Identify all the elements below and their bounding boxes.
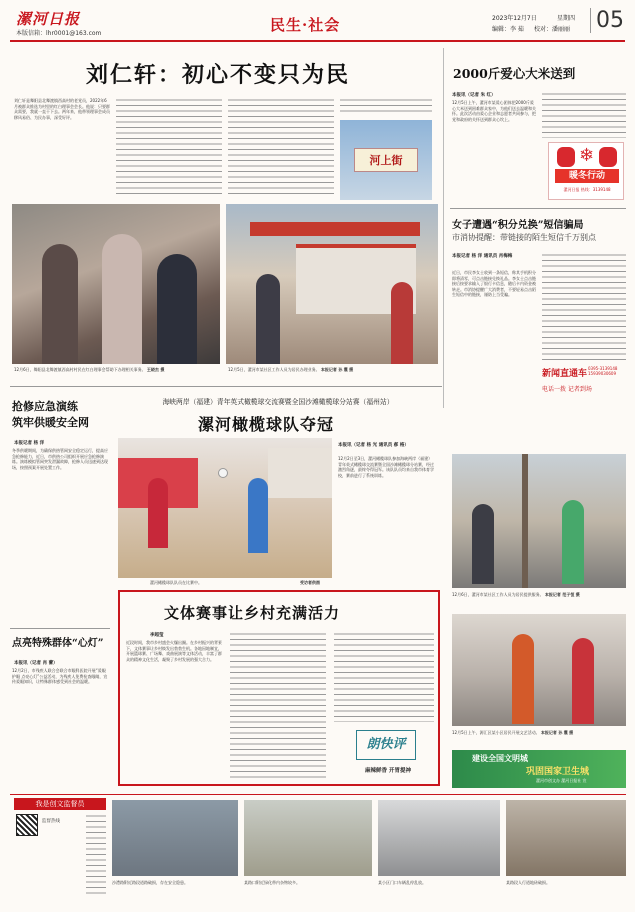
- rice-byline: 本报讯（记者 朱 红）: [452, 93, 496, 98]
- civilization-banner: [452, 750, 626, 788]
- volleyball-photo: [118, 438, 332, 578]
- glove-icon: [557, 147, 575, 167]
- issue-weekday: 星期四: [557, 15, 576, 22]
- banner-line-1: 建设全国文明城: [472, 753, 528, 763]
- sign-text: 河上街: [369, 154, 403, 167]
- sports-body: 近段时间，我市乡村盛会火爆出圈。在乡村振兴的背景下，文体赛事让乡村焕发出勃勃生机。各地因地制宜，开展篮球赛、广场舞、戏曲展演等文体活动，丰富了群众的精神文化生活，凝聚了乡村发展的强大合力。: [126, 640, 222, 780]
- river-street-sign: [354, 148, 418, 172]
- person-shape: [42, 244, 78, 364]
- snowflake-icon: ❄: [579, 145, 595, 166]
- disabled-title: 点亮特殊群体“心灯”: [12, 638, 104, 649]
- sports-text-col2: [230, 632, 326, 780]
- caption-credit: 本报记者 孙 震 摄: [320, 367, 354, 372]
- section-rule: [10, 386, 442, 387]
- banner-line-2: 巩固国家卫生城: [526, 767, 590, 777]
- supervisor-text: [86, 814, 106, 894]
- caption-credit: 王晓杰 摄: [146, 367, 165, 372]
- sports-title: 文体赛事让乡村充满活力: [164, 604, 341, 622]
- lead-photo-sign: [340, 120, 432, 200]
- performer-shape: [512, 634, 534, 724]
- caption-credit: 本报记者 孙 震 摄: [540, 730, 574, 735]
- sports-byline: 李超莹: [150, 633, 164, 638]
- rice-title: 2000斤爱心大米送到: [453, 66, 576, 81]
- commentary-badge: [342, 726, 430, 780]
- volleyball-byline: 本报讯（记者 杨 光 通讯员 郝 格）: [338, 443, 409, 448]
- supervisor-label: 我是创文监督员: [14, 798, 106, 810]
- caption-credit: 本报记者 范子恒 摄: [544, 592, 580, 597]
- proof-label: 校对：潘丽丽: [534, 26, 571, 33]
- disabled-body: 12月2日，市残疾人联合会联合市眼科医院开展“爱眼护眼 点亮心灯”公益活动，为残疾人免费检查眼睛，宣传爱眼知识，让特殊群体感受到社会的温暖。: [12, 668, 108, 790]
- email-label: 本版信箱：lhr0001@163.com: [16, 30, 102, 37]
- section-rule: [450, 208, 626, 209]
- person-shape: [391, 282, 413, 364]
- sports-text-col1: [126, 640, 222, 780]
- issue-date: 2023年12月7日: [492, 15, 537, 22]
- bottom-photo-1-caption: 沙澧路附近路段道路破损，存在安全隐患。: [112, 880, 188, 885]
- lead-body: 刘仁轩是舞阳县北舞渡镇西高村的老党员，2022年6月被群众推选为村里的红白理事会会长。他说：只要群众需要，我就一直干下去。两年来，他带领理事会成员移风易俗、为民办事，深受好评。: [14, 98, 110, 198]
- news-hotline-slogan: 电话一拨 记者到场: [542, 386, 592, 393]
- person-shape: [562, 500, 584, 584]
- volleyball-photo-caption: 漯河橄榄球队队员在比赛中。: [150, 580, 202, 585]
- person-shape: [157, 254, 197, 364]
- lead-text-col1: [14, 98, 110, 198]
- bottom-photo-2: [244, 800, 372, 876]
- drill-byline: 本报记者 杨 洋: [14, 441, 45, 446]
- bottom-photo-3: [378, 800, 500, 876]
- banner-sub: 漯河市创文办 漯河日报社 宣: [536, 778, 587, 783]
- drill-subtitle: 筑牢供暖安全网: [12, 416, 89, 429]
- tree-shape: [522, 454, 528, 588]
- lead-photo-1-caption: [14, 367, 220, 373]
- lead-photo-1: [12, 204, 220, 364]
- news-hotline-logo: [542, 366, 626, 404]
- caption-text: 12月6日，漯河市某社区工作人员为居民提供服务。: [452, 592, 544, 597]
- warm-winter-sub: 漯河日报 热线：3139148: [563, 187, 611, 192]
- qr-code: [16, 814, 38, 836]
- lead-title: 刘仁轩：初心不变只为民: [86, 62, 351, 88]
- lead-text-col4: [340, 98, 432, 116]
- column-divider: [443, 48, 444, 408]
- supervisor-phone-label: 监督热线: [42, 819, 60, 824]
- glove-icon: [599, 147, 617, 167]
- fraud-byline: 本报记者 杨 洋 通讯员 肖梅梅: [452, 254, 513, 259]
- caption-text: 12月6日，舞阳县北舞渡镇西高村村民在红白理事会帮助下办理相关事务。: [14, 367, 146, 372]
- fraud-body: 近日，市民李女士收到一条短信，称其手机积分即将清零，可点击链接兑换礼品。李女士点击链接后按要求输入了银行卡信息，随后卡内资金被转走。市消协提醒广大消费者，不要轻易点击陌生短信中的链接，谨防上当受骗。: [452, 270, 536, 402]
- bottom-photo-4: [506, 800, 626, 876]
- warm-winter-logo: [548, 142, 624, 200]
- ball-icon: [218, 468, 228, 478]
- bottom-photo-1: [112, 800, 238, 876]
- fraud-text-col2: [542, 253, 626, 363]
- person-shape: [472, 504, 494, 584]
- caption-text: 12月5日上午，源汇区某小区居民开展文艺活动。: [452, 730, 540, 735]
- page-number: 05: [590, 8, 624, 33]
- person-shape: [102, 234, 142, 364]
- person-shape: [256, 274, 280, 364]
- tent-shape: [268, 448, 332, 498]
- lead-photo-2-caption: [228, 367, 436, 373]
- bottom-photo-2-caption: 某路口附近绿化带内杂物较多。: [244, 880, 300, 885]
- news-hotline-number: 0395-3139148 15939030609: [588, 366, 618, 376]
- sports-text-col3: [334, 632, 434, 722]
- volleyball-body: 12月2日至3日，漯河橄榄球队参加海峡两岸（福建）青年英式橄榄球交流赛暨全国沙滩橄榄球分站赛，经过激烈角逐，最终夺得冠军。该队队员均来自我市体育学校，赛前进行了系统训练。: [338, 456, 436, 584]
- volleyball-photo-credit: 受访者供图: [300, 580, 320, 585]
- newspaper-logo: 漯河日报: [16, 10, 81, 28]
- section-rule: [10, 628, 110, 629]
- performer-shape: [572, 638, 594, 724]
- right-photo-2: [452, 614, 626, 726]
- right-photo-1: [452, 454, 626, 588]
- player-shape: [248, 478, 268, 553]
- bottom-photo-3-caption: 某小区门口车辆乱停乱放。: [378, 880, 426, 885]
- volleyball-title: 漯河橄榄球队夺冠: [198, 415, 335, 434]
- drill-body: 冬季供暖期间，为确保供热管网安全稳定运行，提高应急抢修能力，近日，市供热公司组织开展应急抢修演练。演练模拟管网突发泄漏故障，抢修人员迅速到达现场，按照预案开展处置工作。: [12, 448, 108, 620]
- rice-text-col2: [542, 92, 626, 138]
- lead-text-col2: [116, 98, 222, 198]
- caption-text: 12月5日，漯河市某社区工作人员为居民办理业务。: [228, 367, 320, 372]
- fraud-subtitle: 市消协提醒：带链接的陌生短信千万别点: [452, 233, 596, 242]
- masthead-rule: [10, 40, 625, 42]
- lead-text-col3: [228, 98, 334, 198]
- editor-label: 编辑：李 茹: [492, 26, 524, 33]
- bottom-photo-4-caption: 某路段人行道地砖破损。: [506, 880, 550, 885]
- rice-body: 12月5日上午，漯河市某爱心团体把2000斤爱心大米送到困难群众家中，为他们送去温暖和关怀。此次活动由爱心企业和志愿者共同参与，把党和政府的关怀送到群众心坎上。: [452, 100, 536, 198]
- building-sign: [250, 222, 420, 236]
- player-shape: [148, 478, 168, 548]
- right-photo-2-caption: [452, 730, 626, 736]
- right-photo-1-caption: [452, 592, 626, 598]
- section-title: 民生·社会: [270, 16, 341, 34]
- disabled-byline: 本报讯（记者 肖 蕾）: [14, 661, 58, 666]
- warm-winter-text: 暖冬行动: [555, 169, 619, 183]
- news-hotline-title: 新闻直通车: [542, 369, 588, 379]
- drill-title: 抢修应急演练: [12, 400, 78, 413]
- bottom-rule: [10, 794, 626, 795]
- masthead: [0, 0, 635, 42]
- drill-text: [12, 448, 108, 620]
- volleyball-text: [338, 456, 436, 584]
- fraud-title: 女子遭遇“积分兑换”短信骗局: [452, 220, 584, 231]
- rice-text-col1: [452, 100, 536, 198]
- lead-photo-2: [226, 204, 438, 364]
- commentary-badge-sub: 麻辣鲜香 开胃提神: [365, 768, 411, 774]
- sports-commentary-box: [118, 590, 440, 786]
- disabled-text: [12, 668, 108, 790]
- commentary-badge-title: 朗快评: [356, 730, 416, 760]
- volleyball-kicker: 海峡两岸（福建）青年英式橄榄球交流赛暨全国沙滩橄榄球分站赛（福州站）: [162, 398, 394, 406]
- fraud-text-col1: [452, 270, 536, 402]
